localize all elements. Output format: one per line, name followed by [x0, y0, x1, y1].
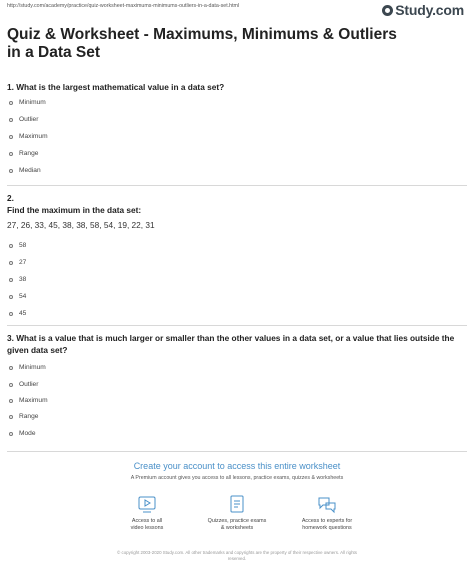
logo-text: Study.com [395, 2, 464, 18]
feature-label-1: Access to all [131, 518, 163, 524]
option-label: Range [19, 150, 39, 157]
logo-icon [382, 5, 393, 16]
q2-option-2[interactable] [9, 259, 26, 266]
radio-icon[interactable] [9, 261, 13, 265]
q3-option-1[interactable] [9, 364, 46, 371]
expert-chat-icon [317, 494, 337, 514]
option-label: Minimum [19, 99, 46, 106]
copyright-footer [90, 550, 384, 562]
q1-option-1[interactable] [9, 99, 46, 106]
q2-option-1[interactable] [9, 242, 26, 249]
radio-icon[interactable] [9, 244, 13, 248]
option-label: Range [19, 413, 39, 420]
option-label: 58 [19, 242, 27, 249]
feature-label-2: & worksheets [220, 525, 254, 531]
question-2-dataset: 27, 26, 33, 45, 38, 38, 58, 54, 19, 22, 31 [7, 220, 155, 230]
radio-icon[interactable] [9, 312, 13, 316]
study-logo[interactable] [382, 2, 464, 18]
radio-icon[interactable] [9, 152, 13, 156]
radio-icon[interactable] [9, 399, 13, 403]
option-label: Maximum [19, 133, 48, 140]
radio-icon[interactable] [9, 432, 13, 436]
q2-option-3[interactable] [9, 276, 26, 283]
radio-icon[interactable] [9, 278, 13, 282]
q1-option-5[interactable] [9, 167, 41, 174]
question-3-heading: 3. What is a value that is much larger or smaller than the other values in a data set, or a value that lies outside the given data set? [7, 333, 455, 355]
radio-icon[interactable] [9, 383, 13, 387]
q2-option-5[interactable] [9, 310, 26, 317]
divider [7, 325, 467, 326]
option-label: Median [19, 167, 41, 174]
q3-option-5[interactable] [9, 430, 36, 437]
option-label: Outlier [19, 116, 39, 123]
feature-quizzes [192, 494, 282, 532]
radio-icon[interactable] [9, 366, 13, 370]
option-label: Mode [19, 430, 36, 437]
page-title: Quiz & Worksheet - Maximums, Minimums & Outliers in a Data Set [7, 26, 397, 61]
page-url: http://study.com/academy/practice/quiz-worksheet-maximums-minimums-outliers-in-a-data-set.html [7, 3, 240, 9]
q3-option-2[interactable] [9, 381, 38, 388]
radio-icon[interactable] [9, 169, 13, 173]
option-label: 27 [19, 259, 27, 266]
radio-icon[interactable] [9, 101, 13, 105]
feature-label-2: video lessons [130, 525, 164, 531]
q1-option-2[interactable] [9, 116, 38, 123]
option-label: 45 [19, 310, 27, 317]
feature-video-lessons [102, 494, 192, 532]
footer-line-1: © copyright 2003-2020 Study.com. All other trademarks and copyrights are the property of their respective owners. All rights [117, 550, 357, 555]
feature-label-1: Quizzes, practice exams [207, 518, 267, 524]
divider [7, 185, 467, 186]
feature-label-1: Access to experts for [301, 518, 353, 524]
q1-option-4[interactable] [9, 150, 38, 157]
option-label: 38 [19, 276, 27, 283]
divider [7, 451, 467, 452]
feature-experts [282, 494, 372, 532]
option-label: 54 [19, 293, 27, 300]
radio-icon[interactable] [9, 135, 13, 139]
q1-option-3[interactable] [9, 133, 48, 140]
q3-option-4[interactable] [9, 413, 38, 420]
video-icon [137, 494, 157, 514]
q2-option-4[interactable] [9, 293, 26, 300]
radio-icon[interactable] [9, 295, 13, 299]
question-2-number: 2. [7, 193, 14, 203]
quiz-icon [227, 494, 247, 514]
radio-icon[interactable] [9, 118, 13, 122]
q3-option-3[interactable] [9, 397, 48, 404]
question-1-heading: 1. What is the largest mathematical value in a data set? [7, 82, 225, 92]
footer-line-2: reserved. [227, 556, 247, 561]
radio-icon[interactable] [9, 415, 13, 419]
option-label: Minimum [19, 364, 46, 371]
cta-title[interactable]: Create your account to access this entire worksheet [133, 461, 341, 471]
feature-label-2: homework questions [302, 525, 352, 531]
option-label: Outlier [19, 381, 39, 388]
option-label: Maximum [19, 397, 48, 404]
question-2-heading: Find the maximum in the data set: [7, 205, 142, 215]
cta-subtitle: A Premium account gives you access to all lessons, practice exams, quizzes & worksheets [130, 475, 344, 481]
